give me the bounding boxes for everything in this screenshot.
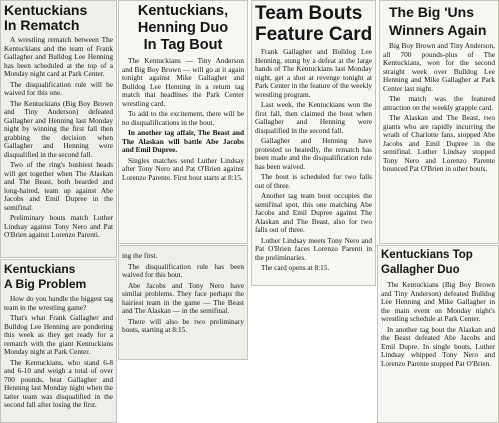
clipping-kentuckians-top-gallagher-duo xyxy=(377,245,499,423)
clipping-henning-duo-in-tag-bout xyxy=(118,0,248,244)
paragraph: The bout is scheduled for two falls out of three. xyxy=(255,172,372,190)
headline xyxy=(383,3,495,39)
article-body xyxy=(383,42,495,174)
paragraph: The card opens at 8:15. xyxy=(261,263,330,272)
headline-line: Feature Card xyxy=(255,24,373,45)
paragraph: To add to the excitement, there will be no disqualifications in the bout. xyxy=(122,109,244,127)
headline xyxy=(4,262,113,292)
article-body xyxy=(381,281,495,368)
paragraph: ing the first. xyxy=(122,251,158,260)
headline xyxy=(122,3,244,54)
headline xyxy=(255,3,372,45)
headline-line: A Big Problem xyxy=(4,277,87,291)
paragraph: Preliminary bouts match Luther Lindsay against Tony Nero and Pat O'Brien against Lorenzo Parenti. xyxy=(4,213,113,239)
paragraph: Singles matches send Luther Lindsay after Tony Nero and Pat O'Brien against Lorenzo Parente. First bout starts at 8:15. xyxy=(122,155,244,182)
paragraph: The disqualification rule has been waived for this bout. xyxy=(122,261,244,279)
paragraph: The Kentuckians, who stand 6-8 and 6-10 and weigh a total of over 700 pounds, beat Gallagher and Henning last Monday night when the latter team was disqualified in the second fall after losing the first. xyxy=(4,357,113,409)
paragraph: Two of the ring's bushiest heads will get together when The Alaskan and The Beast, both bearded and long-haired, team up against Abe Jacobs and Emil Dupree in the semifinal. xyxy=(4,160,113,212)
paragraph: A wrestling rematch between The Kentuckians and the team of Frank Gallagher and Bulldog Lee Henning has been scheduled at the top of a Monday night card at Park Center. xyxy=(4,35,113,78)
headline-line: The Big 'Uns xyxy=(389,4,474,20)
headline-line: In Rematch xyxy=(4,17,80,33)
clipping-kentuckians-in-rematch xyxy=(0,0,117,258)
paragraph: Last week, the Kentuckians won the first fall, then claimed the bout when Gallagher and Henning were disqualified in the second fall. xyxy=(255,100,372,135)
paragraph: The match was the featured attraction on the weekly grapple card. xyxy=(383,94,495,112)
paragraph: The Kentuckians (Big Boy Brown and Tiny Anderson) defeated Bulldog Lee Henning and Mike Gallagher in the main event on Monday night's wrestling schedule at Park Center. xyxy=(381,280,495,323)
headline-line: Team Bouts xyxy=(255,3,363,24)
paragraph: The Kentuckians (Big Boy Brown and Tiny Anderson) defeated Gallagher and Henning last Monday night by winning the first fall then grabbing the decision when Gallagher and Henning were disqualified in the second fall. xyxy=(4,98,113,159)
headline-line: Winners Again xyxy=(389,22,487,38)
paragraph: In another tag affair, The Beast and The Alaskan will battle Abe Jacobs and Emil Dupree. xyxy=(122,128,244,154)
paragraph: In another tag bout the Alaskan and the Beast defeated Abe Jacobs and Emil Dupre. In single bouts, Luther Lindsay whipped Tony Nero and Lorenzo Parente stopped Pat O'Brien. xyxy=(381,324,495,368)
paragraph: Luther Lindsay meets Tony Nero and Pat O'Brien faces Lorenzo Parenti in the preliminaries. xyxy=(255,235,372,262)
article-body xyxy=(122,57,244,182)
headline xyxy=(4,3,113,33)
paragraph: Gallagher and Henning have protested so heatedly, the rematch has been made and the disqualification rule has been waived. xyxy=(255,136,372,171)
paragraph: How do you handle the biggest tag team in the wrestling game? xyxy=(4,294,113,312)
clipping-big-problem-continuation xyxy=(118,245,248,360)
clipping-team-bouts-feature-card xyxy=(251,0,376,286)
article-body xyxy=(4,36,113,240)
paragraph: Another tag team bout occupies the semifinal spot, this one matching Abe Jacobs and Emil Dupree against The Alaskan and The Beast, also for two falls out of three. xyxy=(255,191,372,234)
paragraph: That's what Frank Gallagher and Bulldog Lee Henning are pondering this week as they get ready for a rematch with the giant Kentuckians Monday night at Park Center. xyxy=(4,313,113,356)
article-body xyxy=(255,48,372,273)
article-body xyxy=(4,295,113,410)
article-body xyxy=(122,248,244,335)
headline-line: In Tag Bout xyxy=(143,37,223,53)
clipping-big-uns-winners-again xyxy=(379,0,499,244)
headline-line: Henning Duo xyxy=(137,20,229,36)
paragraph: There will also be two preliminary bouts, starting at 8:15. xyxy=(122,316,244,334)
paragraph: Frank Gallagher and Bulldog Lee Henning, stung by a defeat at the large hands of The Kentuckians last Monday night, get a shot at revenge tonight at Park Center in the feature of the weekly wrestling program. xyxy=(255,47,372,99)
paragraph: Big Boy Brown and Tiny Anderson, all 700 pounds-plus of The Kentuckians, won for the second straight week over Bulldog Lee Henning and Mike Gallagher at Park Center last night. xyxy=(383,41,495,93)
paragraph: The Kentuckians — Tiny Anderson and Big Boy Brown — will go at it again tonight against Mike Gallagher and Bulldog Lee Henning in a return tag match that headlines the Park Center wrestling card. xyxy=(122,56,244,108)
headline-line: Gallagher Duo xyxy=(381,264,460,276)
paragraph: The disqualification rule will be waived for this one. xyxy=(4,79,113,97)
headline-line: Kentuckians Top xyxy=(381,249,473,261)
clipping-kentuckians-a-big-problem xyxy=(0,259,117,423)
headline-line: Kentuckians xyxy=(4,2,88,18)
paragraph: Abe Jacobs and Tony Nero have similar problems. They face perhaps the hairiest team in the game — The Beast and The Alaskan — in the semifinal. xyxy=(122,280,244,315)
headline xyxy=(381,248,495,278)
headline-line: Kentuckians, xyxy=(137,3,229,19)
paragraph: The Alaskan and The Beast, two giants who are rapidly incurring the wrath of Charlotte fans, stopped Abe Jacobs and Emil Dupree in the semifinal. Luther Lindsay stopped Tony Nero and Lorenzo Parente bounced Pat O'Brien in other bouts. xyxy=(383,113,495,173)
headline-line: Kentuckians xyxy=(4,262,76,276)
